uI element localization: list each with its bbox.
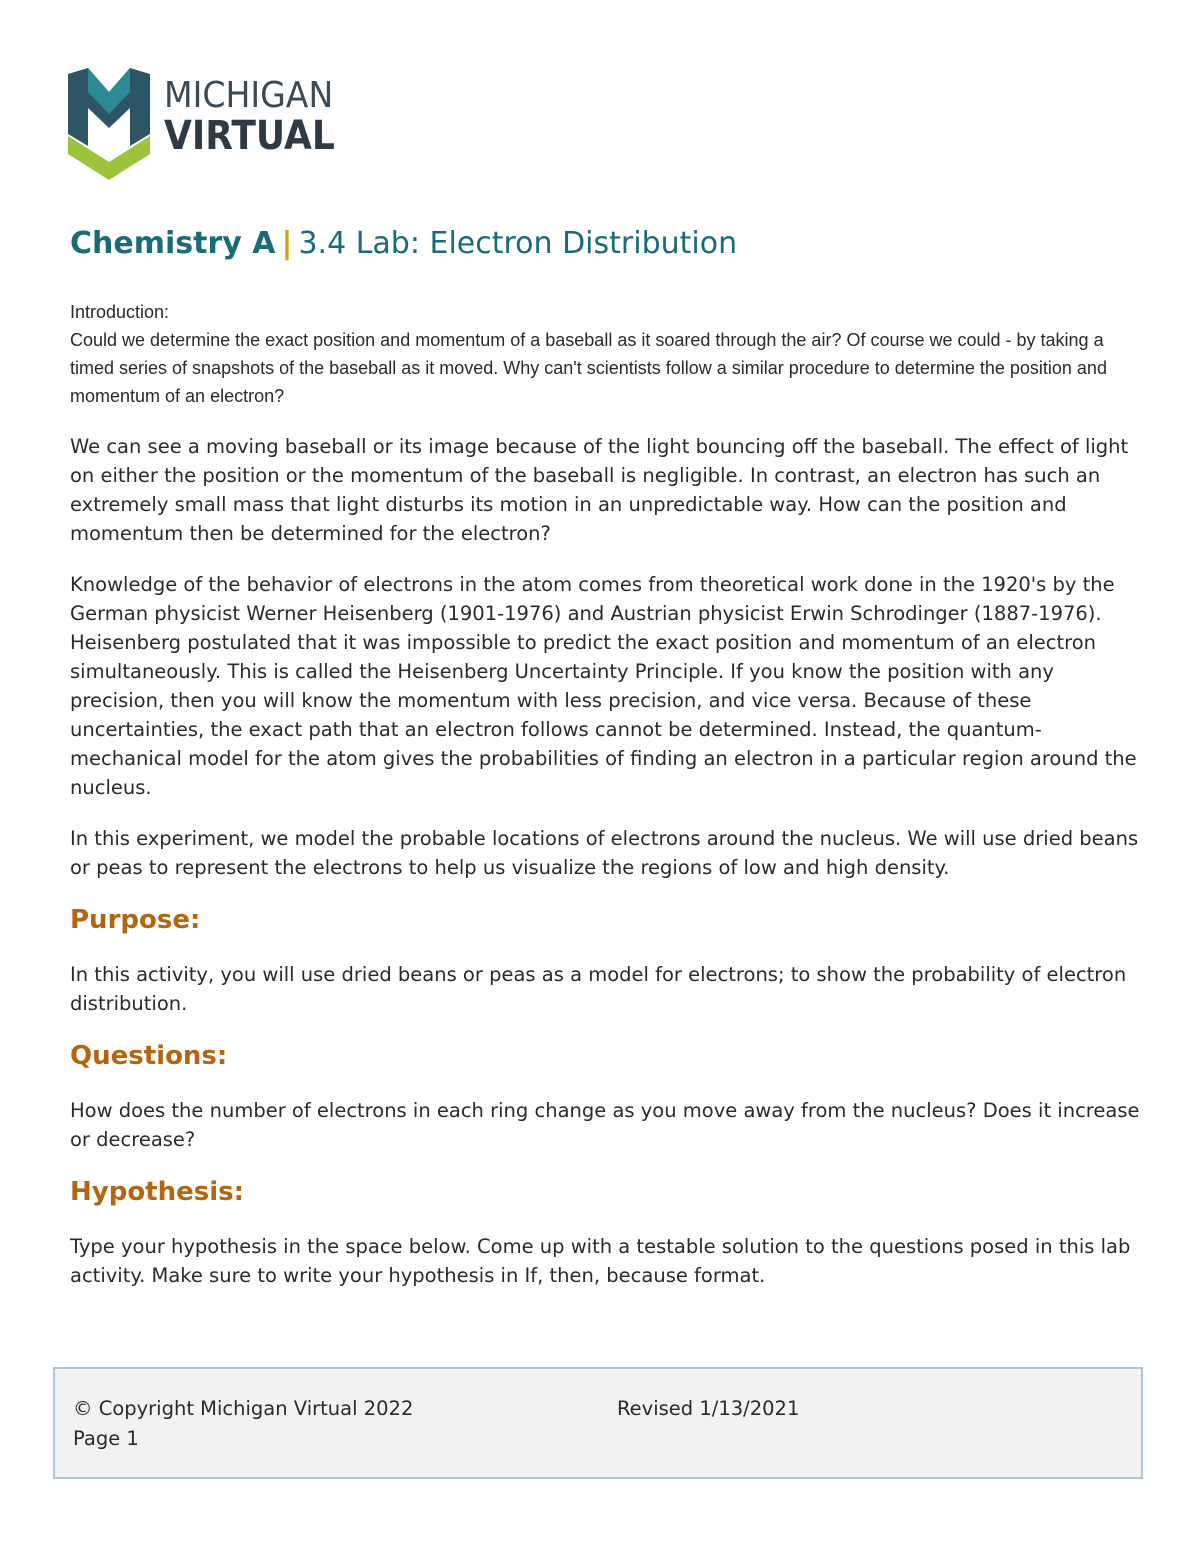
document-body	[70, 298, 1140, 1312]
copyright-notice: © Copyright Michigan Virtual 2022	[73, 1397, 414, 1420]
page-title	[70, 226, 737, 261]
logo-wordmark-top: MICHIGAN	[164, 75, 334, 116]
body-paragraph: Knowledge of the behavior of electrons in the atom comes from theoretical work done in the 1920's by the German physicist Werner Heisenberg (1901-1976) and Austrian physicist Erwin Schrodinger (1887-1976). Heisenberg postulated that it was impossible to predict the exact position and momentum of an electron simultaneously. This is called the Heisenberg Uncertainty Principle. If you know the position with any precision, then you will know the momentum with less precision, and vice versa. Because of these uncertainties, the exact path that an electron follows cannot be determined. Instead, the quantum-mechanical model for the atom gives the probabilities of finding an electron in a particular region around the nucleus.	[70, 573, 1137, 799]
lab-name: 3.4 Lab: Electron Distribution	[298, 226, 738, 261]
intro-label: Introduction:	[70, 302, 170, 322]
body-paragraph: In this experiment, we model the probable locations of electrons around the nucleus. We will use dried beans or peas to represent the electrons to help us visualize the regions of low and high density.	[70, 827, 1139, 879]
questions-text: How does the number of electrons in each ring change as you move away from the nucleus? Does it increase or decrease?	[70, 1099, 1140, 1151]
questions-heading: Questions:	[70, 1041, 228, 1071]
hypothesis-heading: Hypothesis:	[70, 1177, 245, 1207]
intro-paragraph: Could we determine the exact position and momentum of a baseball as it soared through the air? Of course we could - by taking a timed series of snapshots of the baseball as it moved. Why can't scientists follow a similar procedure to determine the position and momentum of an electron?	[70, 330, 1107, 406]
page-number: Page 1	[73, 1427, 139, 1450]
body-paragraph: We can see a moving baseball or its image because of the light bouncing off the baseball. The effect of light on either the position or the momentum of the baseball is negligible. In contrast, an electron has such an extremely small mass that light disturbs its motion in an unpredictable way. How can the position and momentum then be determined for the electron?	[70, 435, 1129, 545]
hypothesis-text: Type your hypothesis in the space below. Come up with a testable solution to the questions posed in this lab activity. Make sure to write your hypothesis in If, then, because format.	[70, 1235, 1131, 1287]
title-separator: |	[281, 226, 293, 261]
page-footer	[53, 1367, 1143, 1479]
purpose-heading: Purpose:	[70, 905, 201, 935]
logo-wordmark-bottom: VIRTUAL	[164, 113, 335, 159]
purpose-text: In this activity, you will use dried beans or peas as a model for electrons; to show the probability of electron distribution.	[70, 963, 1127, 1015]
michigan-virtual-logo-mark	[68, 68, 150, 180]
michigan-virtual-logo	[68, 68, 368, 183]
revision-date: Revised 1/13/2021	[617, 1397, 800, 1420]
course-name: Chemistry A	[70, 226, 276, 261]
